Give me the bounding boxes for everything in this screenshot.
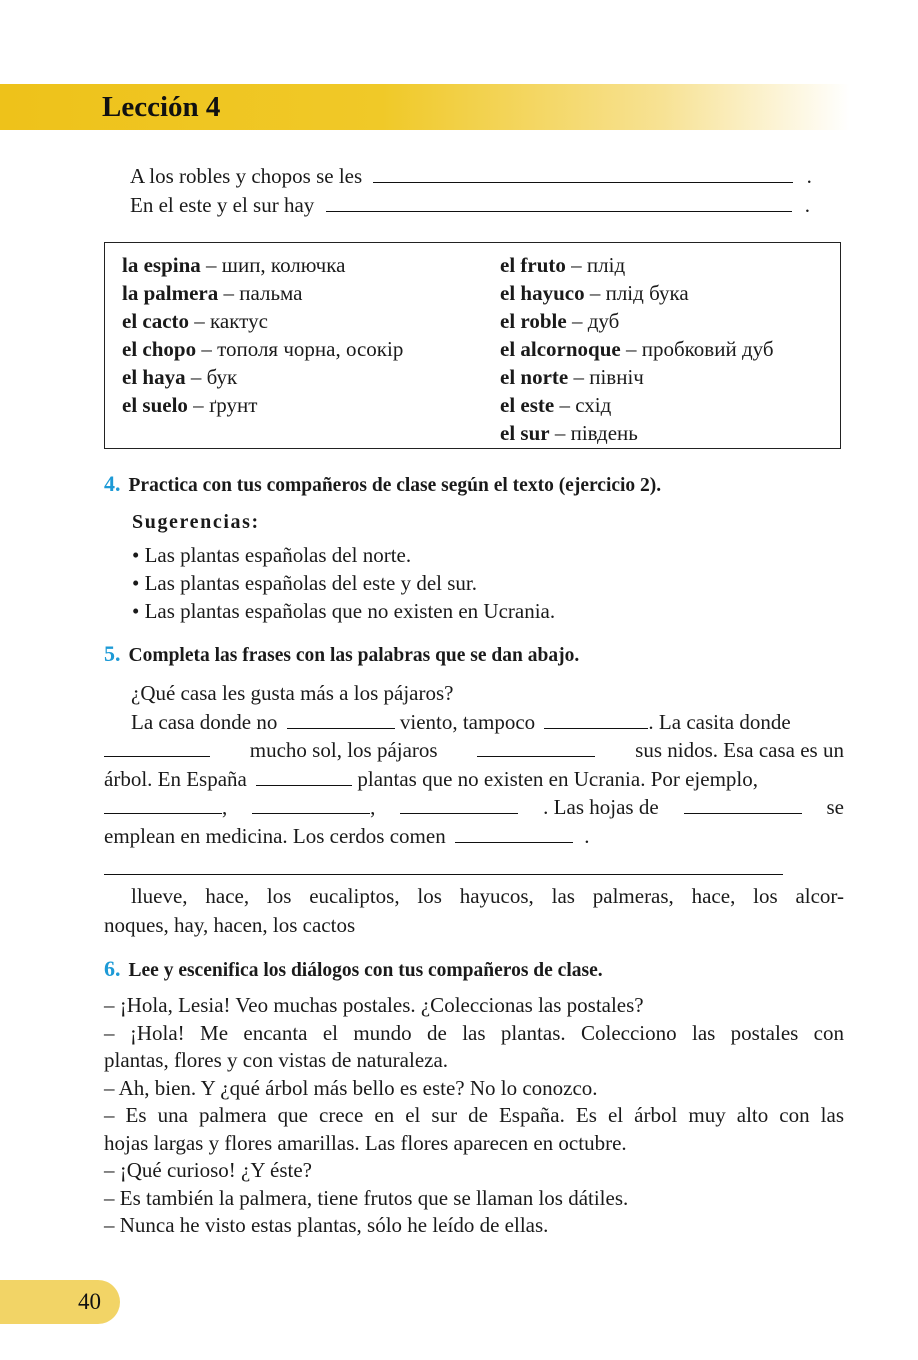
answer-blank[interactable]: [544, 710, 648, 729]
vocabulary-item: la espina – шип, колючка: [122, 253, 346, 277]
fill-in-line: [130, 162, 812, 191]
page-number: 40: [78, 1289, 101, 1314]
list-item: • Las plantas españolas que no existen en Ucrania.: [132, 599, 556, 623]
answer-blank[interactable]: [684, 795, 802, 814]
answer-blank[interactable]: [400, 795, 518, 814]
vocabulary-item: el fruto – плід: [500, 253, 626, 277]
list-item: • Las plantas españolas del norte.: [132, 543, 412, 567]
answer-blank[interactable]: [252, 795, 370, 814]
text-line: ¿Qué casa les gusta más a los pájaros?: [131, 681, 454, 705]
fill-in-line: [130, 191, 812, 220]
vocabulary-item: el este – схід: [500, 393, 612, 417]
lesson-banner: [0, 84, 850, 130]
dialogue-line: – Es también la palmera, tiene frutos que se llaman los dátiles.: [104, 1185, 629, 1210]
vocabulary-column-right: [500, 251, 774, 447]
exercise-4-heading: [104, 470, 661, 500]
answer-blank[interactable]: [287, 710, 395, 729]
fill-in-text: A los robles y chopos se les: [130, 164, 363, 188]
answer-blank[interactable]: [104, 795, 222, 814]
dialogue-line: – Nunca he visto estas plantas, sólo he leído de ellas.: [104, 1213, 549, 1237]
vocabulary-box: [104, 242, 841, 449]
text-line: La casa donde no viento, tampoco . La casita donde: [131, 709, 791, 734]
lesson-title: Lección 4: [102, 91, 221, 123]
dialogue-line: plantas, flores y con vistas de naturaleza.: [104, 1048, 449, 1072]
text-line: , , . Las hojas de se: [104, 793, 844, 822]
word-bank-line: noques, hay, hacen, los cactos: [104, 912, 356, 937]
dialogue-line: – ¡Qué curioso! ¿Y éste?: [104, 1158, 312, 1182]
vocabulary-item: la palmera – пальма: [122, 281, 303, 305]
vocabulary-item: el sur – південь: [500, 421, 638, 445]
dialogue: [104, 991, 844, 1239]
list-item: • Las plantas españolas del este y del sur.: [132, 571, 478, 595]
period: .: [804, 193, 811, 217]
exercise-title: Completa las frases con las palabras que se dan abajo.: [128, 645, 580, 666]
vocabulary-item: el hayuco – плід бука: [500, 281, 689, 305]
exercise-title: Lee y escenifica los diálogos con tus compañeros de clase.: [128, 960, 603, 981]
exercise-title: Practica con tus compañeros de clase según el texto (ejercicio 2).: [128, 475, 662, 496]
vocabulary-item: el norte – північ: [500, 365, 644, 389]
vocabulary-item: el haya – бук: [122, 365, 238, 389]
answer-blank[interactable]: [104, 738, 210, 757]
text-line: árbol. En España plantas que no existen en Ucrania. Por ejemplo,: [104, 766, 759, 791]
dialogue-line: – Ah, bien. Y ¿qué árbol más bello es este? No lo conozco.: [104, 1075, 598, 1100]
exercise-5-text: [104, 679, 844, 850]
answer-blank[interactable]: [477, 738, 595, 757]
separator-line: [104, 874, 783, 875]
word-bank: [104, 882, 844, 939]
suggestions-list: [132, 541, 555, 625]
vocabulary-item: el alcornoque – пробковий дуб: [500, 337, 774, 361]
word-bank-line: llueve, hace, los eucaliptos, los hayucos, las palmeras, hace, los alcor-: [131, 884, 844, 908]
dialogue-line: – Es una palmera que crece en el sur de España. Es el árbol muy alto con las: [104, 1103, 844, 1127]
exercise-6-heading: [104, 955, 603, 985]
dialogue-line: – ¡Hola, Lesia! Veo muchas postales. ¿Coleccionas las postales?: [104, 993, 644, 1017]
answer-blank[interactable]: [373, 165, 793, 183]
vocabulary-item: el cacto – кактус: [122, 309, 268, 333]
suggestions-title: Sugerencias:: [132, 511, 260, 533]
text-line: mucho sol, los pájaros sus nidos. Esa casa es un: [104, 736, 844, 765]
vocabulary-item: el chopo – тополя чорна, осокір: [122, 337, 404, 361]
vocabulary-item: el suelo – ґрунт: [122, 393, 258, 417]
fill-in-lines: [130, 162, 812, 220]
dialogue-line: hojas largas y flores amarillas. Las flores aparecen en octubre.: [104, 1130, 627, 1155]
answer-blank[interactable]: [256, 767, 352, 786]
answer-blank[interactable]: [326, 194, 792, 212]
fill-in-text: En el este y el sur hay: [130, 193, 315, 217]
exercise-number: 5.: [104, 641, 121, 666]
exercise-5-heading: [104, 640, 579, 670]
exercise-number: 4.: [104, 471, 121, 496]
vocabulary-item: el roble – дуб: [500, 309, 620, 333]
text-line: emplean en medicina. Los cerdos comen .: [104, 823, 590, 848]
vocabulary-column-left: [122, 251, 403, 419]
answer-blank[interactable]: [455, 824, 573, 843]
page-number-tab: [0, 1280, 120, 1324]
dialogue-line: – ¡Hola! Me encanta el mundo de las plantas. Colecciono las postales con: [104, 1020, 844, 1045]
period: .: [806, 164, 812, 188]
exercise-number: 6.: [104, 956, 121, 981]
